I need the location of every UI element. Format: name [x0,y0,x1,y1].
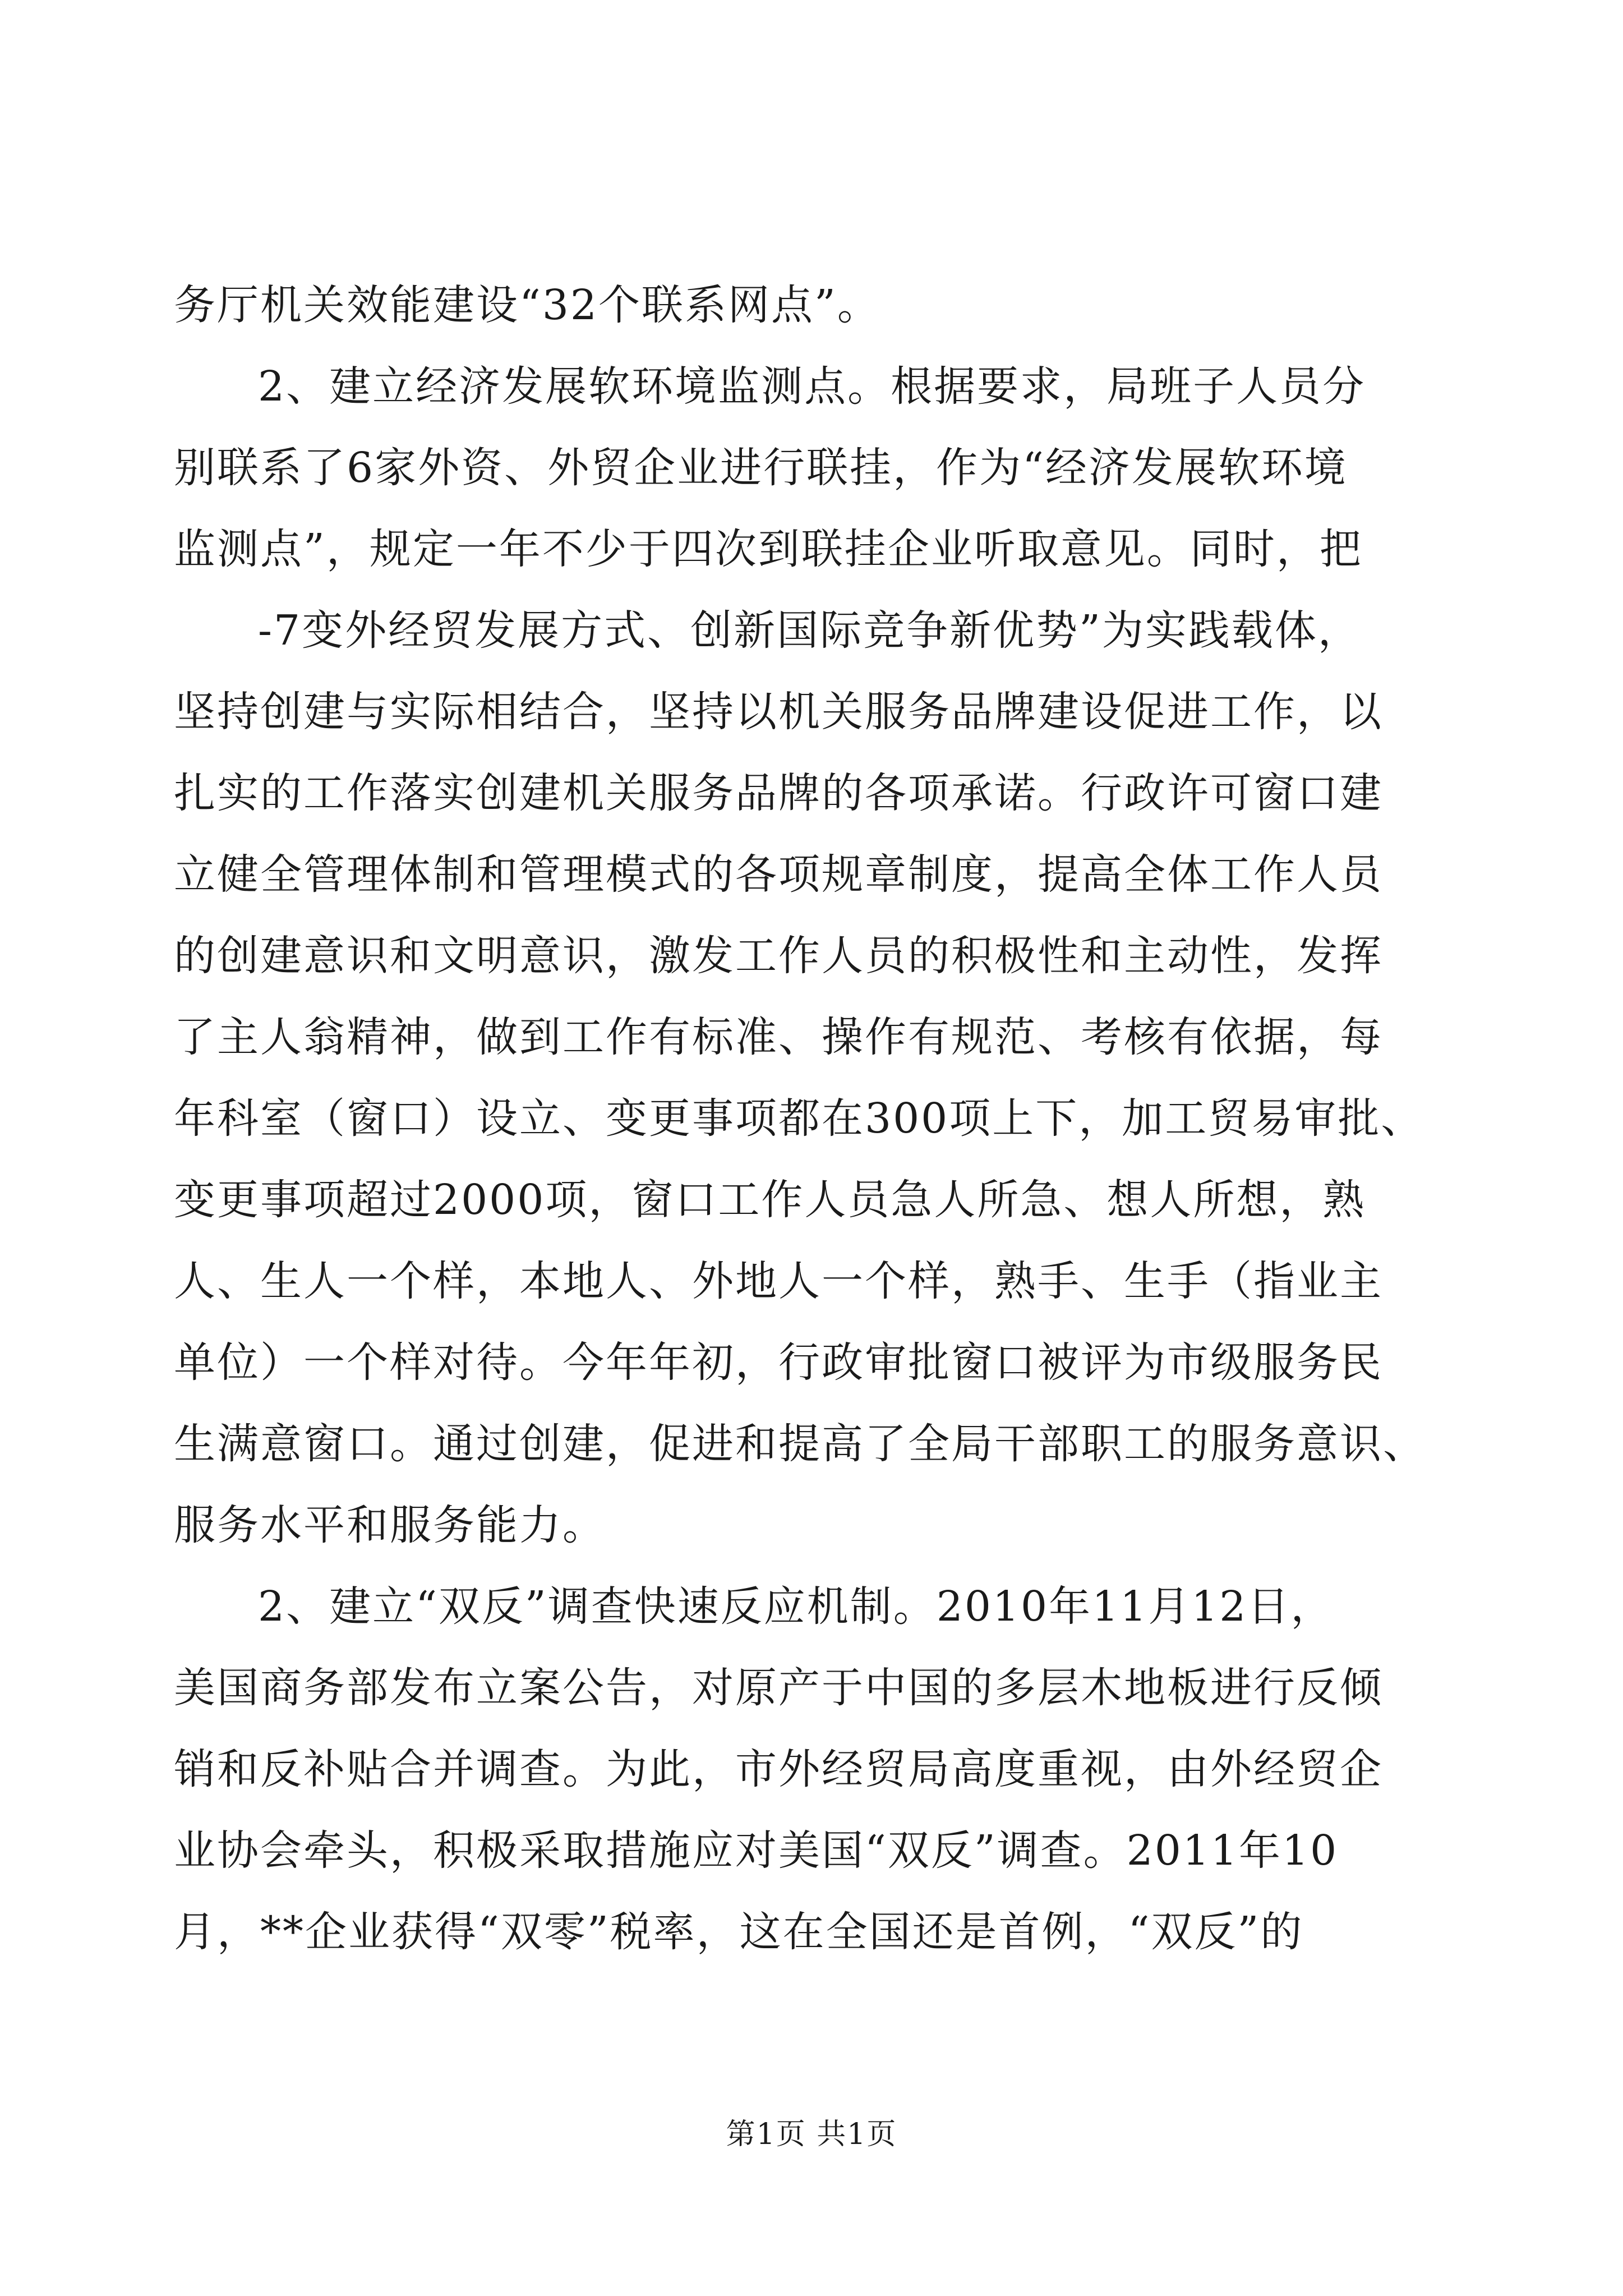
text-line: 监测点”，规定一年不少于四次到联挂企业听取意见。同时，把 [174,525,1363,573]
text-line: 人、生人一个样，本地人、外地人一个样，熟手、生手（指业主 [174,1257,1383,1305]
text-line: 坚持创建与实际相结合，坚持以机关服务品牌建设促进工作，以 [174,688,1383,736]
document-body [174,265,1447,1973]
text-line: 业协会牵头，积极采取措施应对美国“双反”调查。2011年10 [174,1826,1339,1875]
text-line: 了主人翁精神，做到工作有标准、操作有规范、考核有依据，每 [174,1013,1383,1061]
text-line: -7变外经贸发展方式、创新国际竞争新优势”为实践载体， [258,606,1361,655]
text-line: 月，**企业获得“双零”税率，这在全国还是首例，“双反”的 [174,1908,1304,1956]
text-line: 别联系了6家外资、外贸企业进行联挂，作为“经济发展软环境 [174,444,1348,492]
text-line: 单位）一个样对待。今年年初，行政审批窗口被评为市级服务民 [174,1338,1383,1387]
text-line: 扎实的工作落实创建机关服务品牌的各项承诺。行政许可窗口建 [174,769,1383,817]
text-line: 美国商务部发布立案公告，对原产于中国的多层木地板进行反倾 [174,1664,1383,1712]
text-line: 变更事项超过2000项，窗口工作人员急人所急、想人所想，熟 [174,1176,1366,1224]
text-line: 销和反补贴合并调查。为此，市外经贸局高度重视，由外经贸企 [174,1745,1383,1793]
text-line: 年科室（窗口）设立、变更事项都在300项上下，加工贸易审批、 [174,1094,1424,1143]
text-line: 的创建意识和文明意识，激发工作人员的积极性和主动性，发挥 [174,932,1383,980]
text-line: 2、建立“双反”调查快速反应机制。2010年11月12日， [258,1582,1334,1631]
text-line: 2、建立经济发展软环境监测点。根据要求，局班子人员分 [258,362,1366,411]
text-line: 立健全管理体制和管理模式的各项规章制度，提高全体工作人员 [174,850,1383,899]
text-line: 生满意窗口。通过创建，促进和提高了全局干部职工的服务意识、 [174,1420,1426,1468]
page-number-footer: 第1页 共1页 [726,2118,897,2151]
text-line: 务厅机关效能建设“32个联系网点”。 [174,281,880,329]
text-line: 服务水平和服务能力。 [174,1501,606,1549]
